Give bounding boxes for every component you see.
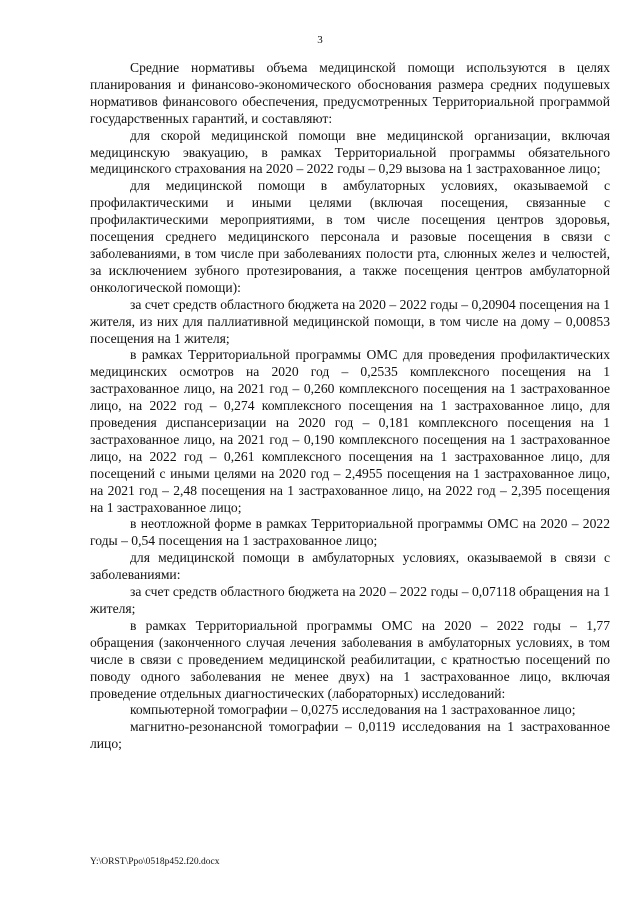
paragraph-oms-appeals: в рамках Территориальной программы ОМС на 2020 – 2022 годы – 1,77 обращения (законченного случая лечения заболевания в амбулаторных условиях, в том числе в связи с проведением медицинской реабилитации, с кратностью посещений по поводу одного заболевания не менее двух) на 1 застрахованное лицо, включая проведение отдельных диагностических (лабораторных) исследований: (90, 617, 610, 701)
document-body (90, 60, 610, 753)
paragraph-mri: магнитно-резонансной томографии – 0,0119 исследования на 1 застрахованное лицо; (90, 719, 610, 752)
paragraph-ct: компьютерной томографии – 0,0275 исследования на 1 застрахованное лицо; (130, 702, 576, 718)
paragraph-regional-budget-visits: за счет средств областного бюджета на 2020 – 2022 годы – 0,20904 посещения на 1 жителя, из них для паллиативной медицинской помощи, в том числе на дому – 0,00853 посещения на 1 жителя; (90, 296, 610, 346)
paragraph-disease-care: для медицинской помощи в амбулаторных условиях, оказываемой в связи с заболеваниями: (90, 550, 610, 583)
file-path-footer: Y:\ORST\Ppo\0518p452.f20.docx (90, 857, 220, 867)
page-number: 3 (317, 34, 323, 46)
paragraph-regional-budget-appeals: за счет средств областного бюджета на 2020 – 2022 годы – 0,07118 обращения на 1 жителя; (90, 584, 610, 616)
paragraph-oms-checkups: в рамках Территориальной программы ОМС для проведения профилактических медицинских осмотров на 2020 год – 0,2535 комплексного посещения на 1 застрахованное лицо, на 2021 год – 0,260 комплексного посещения на 1 застрахованное лицо, на 2022 год – 0,274 комплексного посещения на 1 застрахованное лицо, для проведения диспансеризации на 2020 год – 0,181 комплексного посещения на 1 застрахованное лицо, на 2021 год – 0,190 комплексного посещения на 1 застрахованное лицо, на 2022 год – 0,261 комплексного посещения на 1 застрахованное лицо, для посещений с иными целями на 2020 год – 2,4955 посещения на 1 застрахованное лицо, на 2021 год – 2,48 посещения на 1 застрахованное лицо, на 2022 год – 2,395 посещения на 1 застрахованное лицо; (90, 347, 610, 515)
paragraph-emergency-care: для скорой медицинской помощи вне медицинской организации, включая медицинскую эвакуацию, в рамках Территориальной программы обязательного медицинского страхования на 2020 – 2022 годы – 0,29 вызова на 1 застрахованное лицо; (90, 127, 610, 177)
paragraph-urgent-care: в неотложной форме в рамках Территориальной программы ОМС на 2020 – 2022 годы – 0,54 посещения на 1 застрахованное лицо; (90, 516, 610, 549)
paragraph-outpatient-preventive: для медицинской помощи в амбулаторных условиях, оказываемой с профилактическими и иными целями (включая посещения, связанные с профилактическими мероприятиями, в том числе посещения центров здоровья, посещения среднего медицинского персонала и разовые посещения в связи с заболеваниями, в том числе при заболеваниях полости рта, слюнных желез и челюстей, за исключением зубного протезирования, а также посещения центров амбулаторной онкологической помощи): (90, 178, 610, 295)
paragraph-intro: Средние нормативы объема медицинской помощи используются в целях планирования и финансово-экономического обоснования размера средних подушевых нормативов финансового обеспечения, предусмотренных Территориальной программой государственных гарантий, и составляют: (90, 60, 610, 126)
